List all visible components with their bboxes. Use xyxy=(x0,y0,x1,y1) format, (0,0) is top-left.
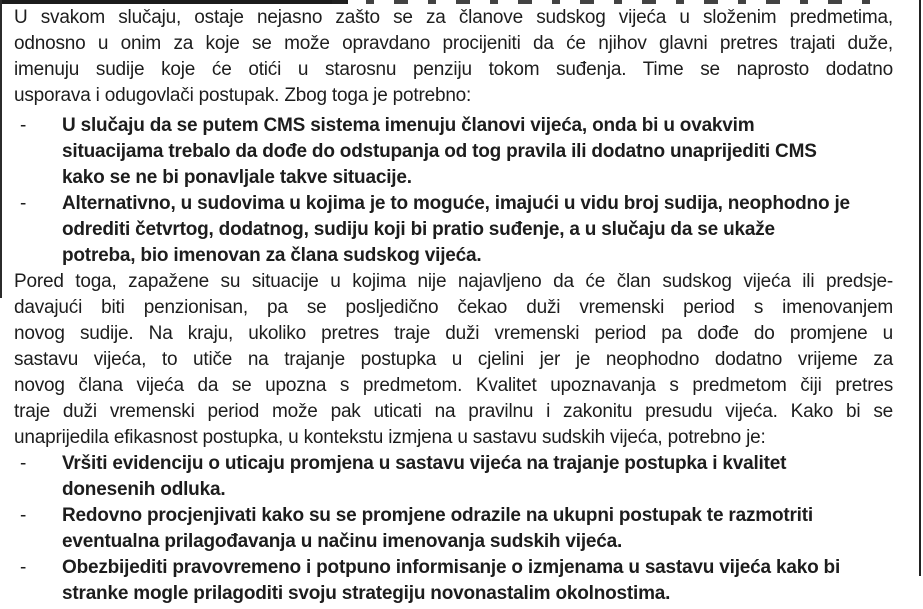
bullet-dash: - xyxy=(20,505,27,526)
paragraph-intro xyxy=(14,5,893,109)
text-line: usporava i odugovlači postupak. Zbog toga je potrebno: xyxy=(14,85,472,106)
list-item xyxy=(14,451,893,503)
text-line: potreba, bio imenovan za člana sudskog vijeća. xyxy=(62,245,482,266)
bullet-list-recommendations xyxy=(14,451,893,607)
text-line: novog sudije. Na kraju, ukoliko pretres traje duži vremenski period pa dođe do promjene u xyxy=(14,323,893,344)
text-line: novog člana vijeća da se upozna s predmetom. Kvalitet upoznavanja s predmetom čiji pretres xyxy=(14,375,893,396)
text-line: U slučaju da se putem CMS sistema imenuju članovi vijeća, onda bi u ovakvim xyxy=(62,115,755,136)
text-line: imenuju sudije koje će otići u starosnu penziju tokom suđenja. Time se naprosto dodatno xyxy=(14,59,893,80)
text-line: davajući biti penzionisan, pa se posljedično čekao duži vremenski period s imenovanjem xyxy=(14,297,893,318)
text-line: situacijama trebalo da dođe do odstupanja od tog pravila ili dodatno unaprijediti CMS xyxy=(62,141,817,162)
text-line: odrediti četvrtog, dodatnog, sudiju koji bi pratio suđenje, a u slučaju da se ukaže xyxy=(62,219,775,240)
list-item-text xyxy=(62,555,893,607)
bullet-list-cms xyxy=(14,113,893,269)
list-item-text xyxy=(62,503,893,555)
list-item-text xyxy=(62,451,893,503)
bullet-dash: - xyxy=(20,557,27,578)
list-item-text xyxy=(62,113,893,191)
text-line: odnosno u onim za koje se može opravdano procijeniti da će njihov glavni pretres trajati duže, xyxy=(14,33,893,54)
text-line: stranke mogle prilagoditi svoju strategiju novonastalim okolnostima. xyxy=(62,583,671,604)
text-line: Obezbijediti pravovremeno i potpuno informisanje o izmjenama u sastavu vijeća kako bi xyxy=(62,557,841,578)
text-line: kako se ne bi ponavljale takve situacije. xyxy=(62,167,412,188)
cropped-text-remnant xyxy=(332,0,877,4)
text-line: sastavu vijeća, to utiče na trajanje postupka u cjelini jer je neophodno dodatno vrijeme za xyxy=(14,349,893,370)
list-item xyxy=(14,191,893,269)
text-line: Pored toga, zapažene su situacije u kojima nije najavljeno da će član sudskog vijeća ili predsje- xyxy=(14,271,893,292)
text-line: U svakom slučaju, ostaje nejasno zašto se za članove sudskog vijeća u složenim predmetima, xyxy=(14,7,893,28)
text-line: eventualna prilagođavanja u načinu imenovanja sudskih vijeća. xyxy=(62,531,623,552)
list-item xyxy=(14,113,893,191)
text-line: traje duži vremenski period može pak uticati na pravilnu i zakonitu presudu vijeća. Kako bi se xyxy=(14,401,893,422)
text-line: unaprijedila efikasnost postupka, u kontekstu izmjena u sastavu sudskih vijeća, potrebno je: xyxy=(14,427,766,448)
text-line: Vršiti evidenciju o uticaju promjena u sastavu vijeća na trajanje postupka i kvalitet xyxy=(62,453,787,474)
bullet-dash: - xyxy=(20,193,27,214)
document-content xyxy=(0,5,923,607)
bullet-dash: - xyxy=(20,453,27,474)
paragraph-pored-toga xyxy=(14,269,893,451)
bullet-dash: - xyxy=(20,115,27,136)
text-line: donesenih odluka. xyxy=(62,479,226,500)
text-line: Alternativno, u sudovima u kojima je to moguće, imajući u vidu broj sudija, neophodno je xyxy=(62,193,850,214)
list-item-text xyxy=(62,191,893,269)
crop-artifact-top-rule xyxy=(0,0,348,4)
list-item xyxy=(14,555,893,607)
list-item xyxy=(14,503,893,555)
text-line: Redovno procjenjivati kako su se promjene odrazile na ukupni postupak te razmotriti xyxy=(62,505,813,526)
